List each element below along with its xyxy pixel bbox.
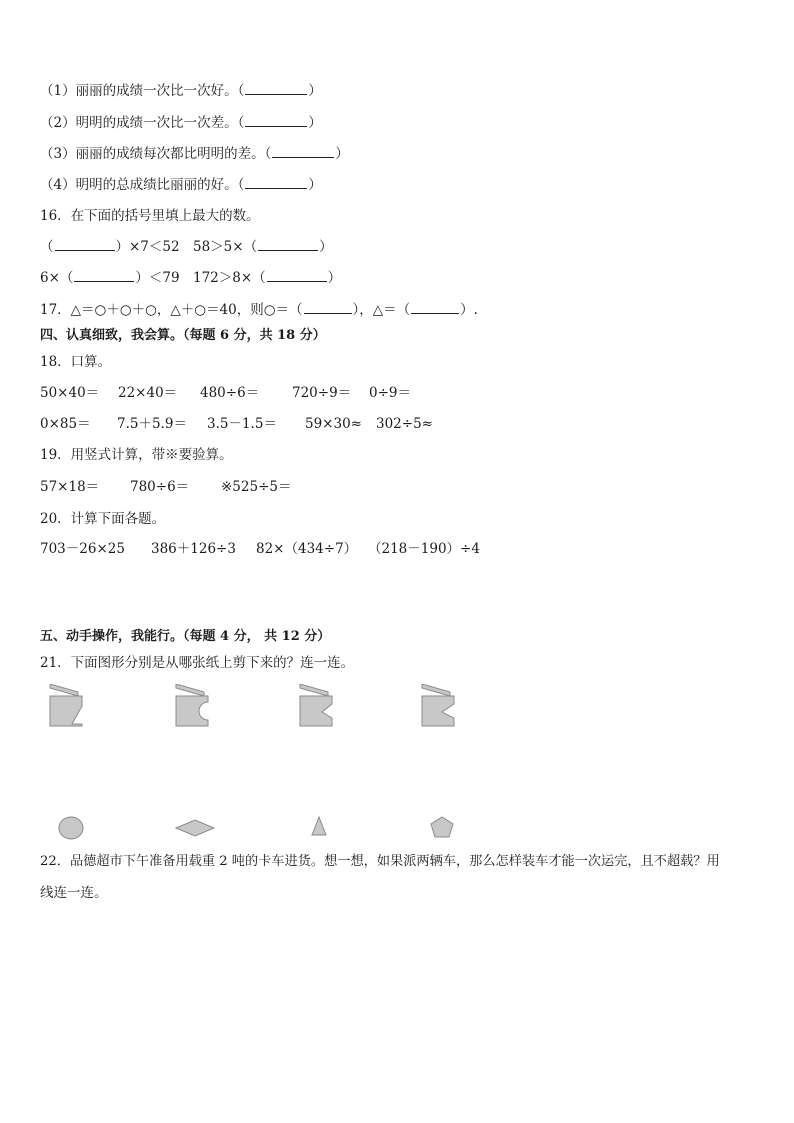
section-4-heading: 四、认真细致，我会算。（每题 6 分，共 18 分） — [40, 328, 326, 343]
q18-item: 59×30≈ — [305, 416, 362, 432]
q16-row2-b: 172＞8×（ ） — [193, 270, 342, 286]
q22-line-1: 22．品德超市下午准备用载重 2 吨的卡车进货。想一想，如果派两辆车，那么怎样装车才能一次运完，且不超载？用 — [40, 854, 720, 869]
q18-item: 7.5＋5.9＝ — [117, 416, 187, 432]
q20-title: 20．计算下面各题。 — [40, 511, 166, 527]
folded-paper-4[interactable] — [420, 684, 456, 728]
diamond-shape-icon[interactable] — [174, 818, 216, 838]
q18-item: 0÷9＝ — [369, 385, 411, 401]
judge-item-1: （1）丽丽的成绩一次比一次好。（ ） — [40, 83, 322, 99]
q18-item: 3.5－1.5＝ — [207, 416, 277, 432]
section-5-heading: 五、动手操作，我能行。（每题 4 分， 共 12 分） — [40, 629, 331, 644]
q18-item: 480÷6＝ — [200, 385, 260, 401]
answer-blank[interactable] — [272, 145, 334, 158]
judge-item-3: （3）丽丽的成绩每次都比明明的差。（ ） — [40, 146, 349, 162]
judge-item-2: （2）明明的成绩一次比一次差。（ ） — [40, 115, 322, 131]
folded-paper-3[interactable] — [298, 684, 334, 728]
triangle-shape-icon[interactable] — [309, 815, 329, 837]
answer-blank[interactable] — [411, 301, 459, 314]
q19-item: ※525÷5＝ — [221, 479, 292, 495]
q22-line-2: 线连一连。 — [40, 885, 108, 901]
q18-item: 0×85＝ — [40, 416, 91, 432]
q16-row1-a: （ ）×7＜52 — [40, 239, 180, 255]
q16-title: 16．在下面的括号里填上最大的数。 — [40, 208, 260, 224]
q19-item: 57×18＝ — [40, 479, 100, 495]
q20-item: 386＋126÷3 — [151, 541, 236, 557]
q19-title: 19．用竖式计算，带※要验算。 — [40, 447, 233, 463]
q18-title: 18．口算。 — [40, 354, 112, 370]
q20-item: 703－26×25 — [40, 541, 125, 557]
q16-row1-b: 58＞5×（ ） — [193, 239, 333, 255]
answer-blank[interactable] — [245, 82, 307, 95]
pentagon-shape-icon[interactable] — [429, 815, 455, 839]
folded-paper-2[interactable] — [174, 684, 210, 728]
judge-item-4: （4）明明的总成绩比丽丽的好。（ ） — [40, 177, 322, 193]
q16-row2-a: 6×（ ）＜79 — [40, 270, 180, 286]
folded-paper-1[interactable] — [48, 684, 84, 728]
answer-blank[interactable] — [245, 176, 307, 189]
q19-item: 780÷6＝ — [130, 479, 190, 495]
q20-item: 82×（434÷7） — [256, 541, 358, 557]
answer-blank[interactable] — [258, 238, 318, 251]
q18-item: 50×40＝ — [40, 385, 100, 401]
q18-item: 302÷5≈ — [376, 416, 433, 432]
answer-blank[interactable] — [267, 269, 327, 282]
q18-item: 22×40＝ — [118, 385, 178, 401]
answer-blank[interactable] — [245, 114, 307, 127]
q18-item: 720÷9＝ — [292, 385, 352, 401]
q20-item: （218－190）÷4 — [368, 541, 480, 557]
answer-blank[interactable] — [74, 269, 134, 282]
answer-blank[interactable] — [304, 301, 352, 314]
q17: 17．△＝○＋○＋○，△＋○＝40，则○＝（ ），△＝（ ）. — [40, 302, 478, 318]
answer-blank[interactable] — [55, 238, 115, 251]
q21-title: 21．下面图形分别是从哪张纸上剪下来的？连一连。 — [40, 655, 355, 671]
circle-shape-icon[interactable] — [57, 815, 85, 841]
